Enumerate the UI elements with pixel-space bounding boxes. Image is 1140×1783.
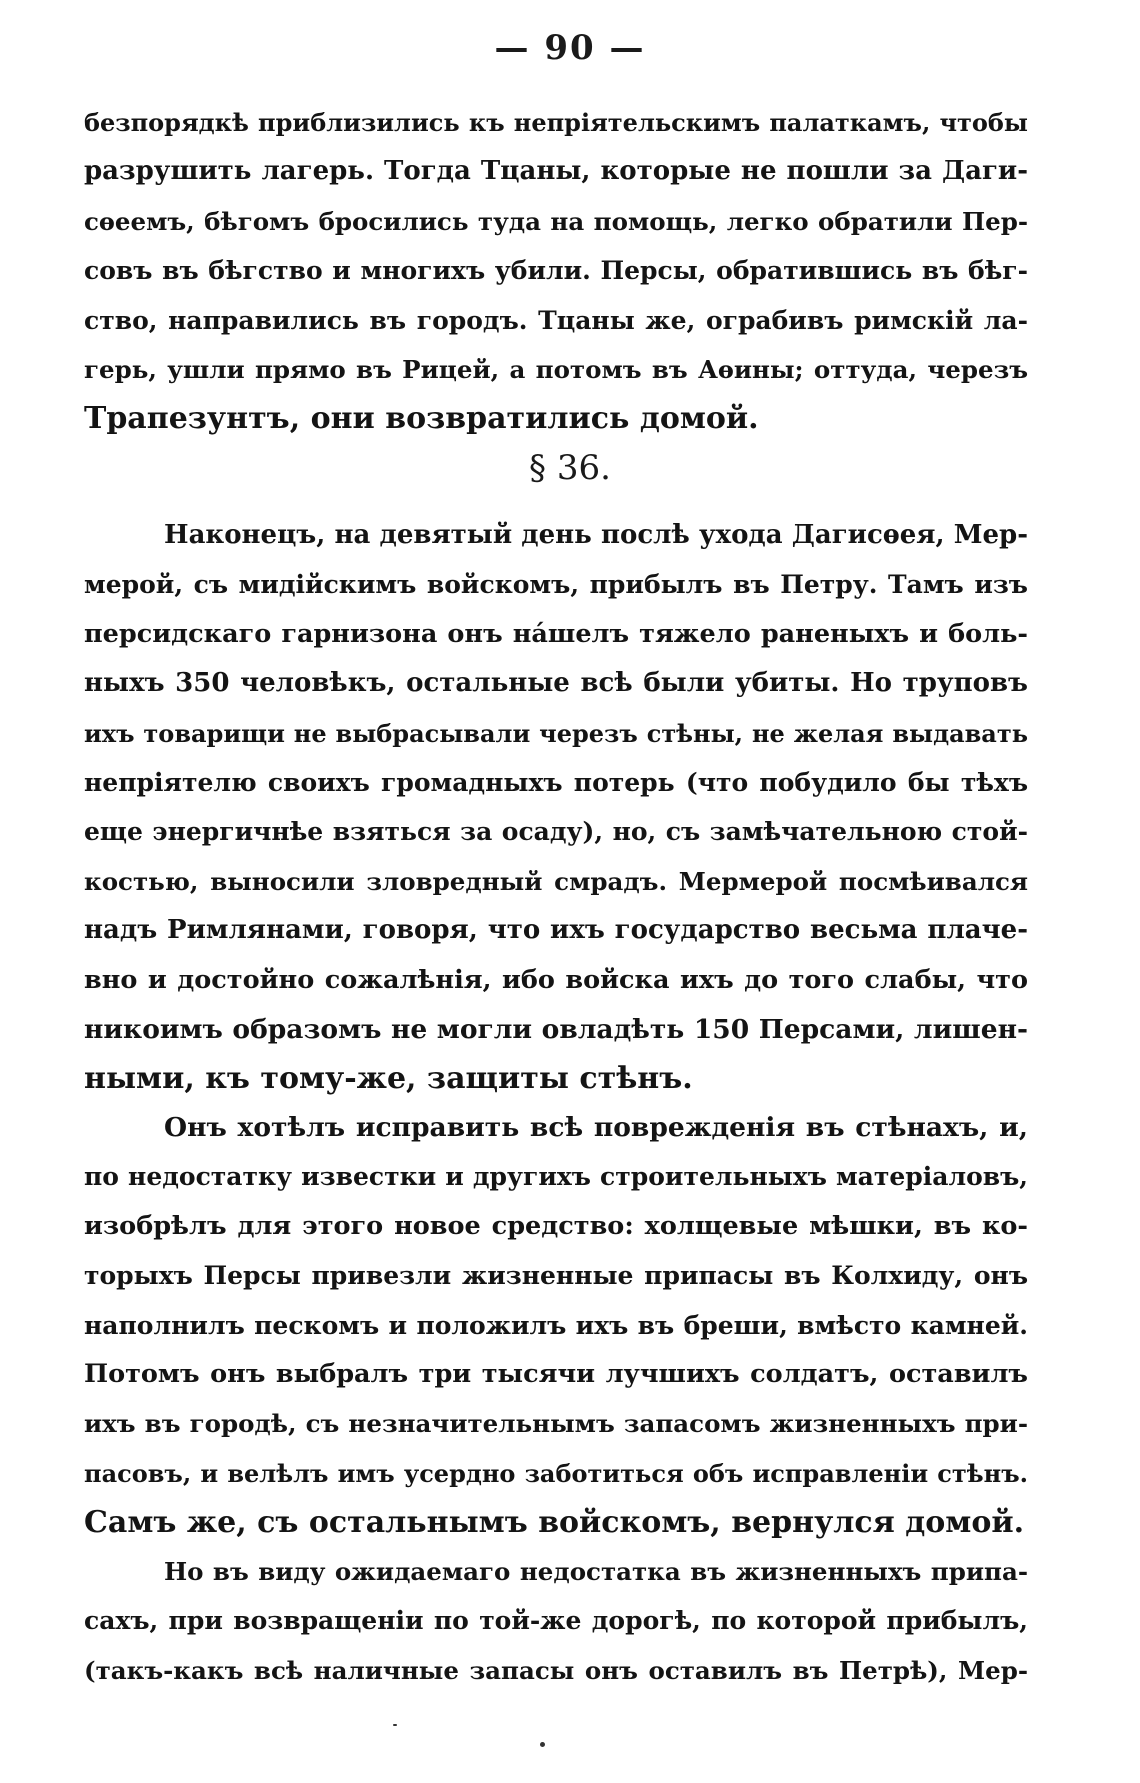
- text-line: Самъ же, съ остальнымъ войскомъ, вернулся домой.: [84, 1505, 1025, 1541]
- section-heading: § 36.: [529, 448, 611, 488]
- text-line: костью, выносили зловредный смрадъ. Мермерой посмѣивался: [84, 866, 1028, 896]
- page-number: — 90 —: [494, 28, 646, 68]
- text-line: еще энергичнѣе взяться за осаду), но, съ замѣчательною стой-: [84, 817, 1028, 847]
- text-line: Трапезунтъ, они возвратились домой.: [84, 401, 759, 437]
- text-line: (такъ-какъ всѣ наличные запасы онъ оставилъ въ Петрѣ), Мер-: [84, 1655, 1028, 1685]
- text-line: надъ Римлянами, говоря, что ихъ государство весьма плаче-: [84, 915, 1028, 946]
- text-line: Но въ виду ожидаемаго недостатка въ жизненныхъ припа-: [164, 1557, 1028, 1586]
- text-line: ныхъ 350 человѣкъ, остальные всѣ были убиты. Но труповъ: [84, 668, 1028, 699]
- text-line: разрушить лагерь. Тогда Тцаны, которые не пошли за Даги-: [84, 156, 1028, 187]
- text-line: пасовъ, и велѣлъ имъ усердно заботиться объ исправленіи стѣнъ.: [84, 1458, 1028, 1488]
- paragraph-3: [84, 1547, 1028, 1695]
- text-line: мерой, съ мидійскимъ войскомъ, прибылъ въ Петру. Тамъ изъ: [84, 570, 1028, 600]
- text-line: Онъ хотѣлъ исправить всѣ поврежденія въ стѣнахъ, и,: [164, 1112, 1028, 1143]
- text-line: Потомъ онъ выбралъ три тысячи лучшихъ солдатъ, оставилъ: [84, 1358, 1028, 1389]
- text-line: торыхъ Персы привезли жизненные припасы въ Колхиду, онъ: [84, 1261, 1028, 1291]
- text-line: сахъ, при возвращеніи по той-же дорогѣ, по которой прибылъ,: [84, 1606, 1028, 1636]
- text-line: изобрѣлъ для этого новое средство: холщевые мѣшки, въ ко-: [84, 1210, 1028, 1241]
- text-line: Наконецъ, на девятый день послѣ ухода Дагисѳея, Мер-: [164, 520, 1028, 550]
- text-line: по недостатку известки и другихъ строительныхъ матеріаловъ,: [84, 1162, 1028, 1192]
- paragraph-2: [84, 1103, 1028, 1548]
- text-line: совъ въ бѣгство и многихъ убили. Персы, обратившись въ бѣг-: [84, 256, 1028, 286]
- text-line: безпорядкѣ приблизились къ непріятельскимъ палаткамъ, чтобы: [84, 108, 1028, 137]
- text-line: персидскаго гарнизона онъ нáшелъ тяжело раненыхъ и боль-: [84, 618, 1028, 649]
- print-speck: [540, 1742, 545, 1747]
- text-line: никоимъ образомъ не могли овладѣть 150 Персами, лишен-: [84, 1013, 1028, 1045]
- paragraph-1: [84, 511, 1028, 1104]
- text-line: ство, направились въ городъ. Тцаны же, ограбивъ римскій ла-: [84, 305, 1028, 335]
- paragraph-continuation: [84, 98, 1028, 444]
- text-line: ихъ въ городѣ, съ незначительнымъ запасомъ жизненныхъ при-: [84, 1409, 1028, 1439]
- text-line: ными, къ тому-же, защиты стѣнъ.: [84, 1061, 693, 1097]
- print-speck: [393, 1724, 397, 1726]
- text-line: сѳеемъ, бѣгомъ бросились туда на помощь, легко обратили Пер-: [84, 206, 1028, 236]
- text-line: наполнилъ пескомъ и положилъ ихъ въ бреши, вмѣсто камней.: [84, 1310, 1028, 1340]
- text-line: вно и достойно сожалѣнія, ибо войска ихъ до того слабы, что: [84, 964, 1028, 995]
- text-line: непріятелю своихъ громадныхъ потерь (что побудило бы тѣхъ: [84, 767, 1028, 797]
- text-line: герь, ушли прямо въ Рицей, а потомъ въ Аѳины; оттуда, черезъ: [84, 354, 1028, 384]
- text-line: ихъ товарищи не выбрасывали черезъ стѣны, не желая выдавать: [84, 718, 1028, 748]
